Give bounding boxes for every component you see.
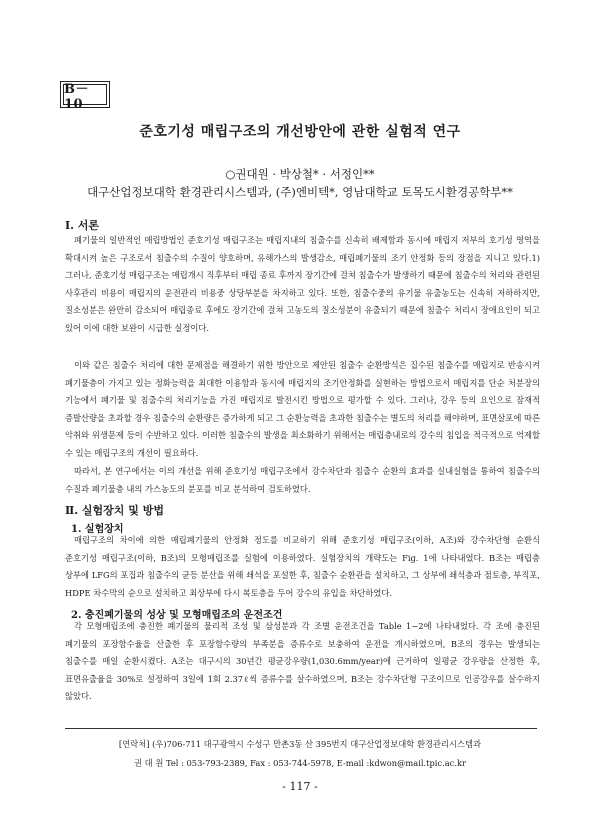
subsection-heading-apparatus: 1. 실험장치 xyxy=(71,524,124,535)
page-number: - 117 - xyxy=(282,780,318,793)
paper-title: 준호기성 매립구조의 개선방안에 관한 실험적 연구 xyxy=(139,124,461,140)
intro-paragraph-3: 따라서, 본 연구에서는 이의 개선을 위해 준호기성 매립구조에서 강수차단과 침출수 순환의 효과를 실내실험을 통하여 침출수의 수질과 폐기물층 내의 가스농도의 분포를 비교 분석하여 검토하였다. xyxy=(65,466,540,494)
session-code-label: B－10 xyxy=(63,84,107,105)
subsection-heading-conditions: 2. 충진폐기물의 성상 및 모형매립조의 운전조건 xyxy=(71,610,283,621)
footer-divider xyxy=(65,728,537,729)
methods-paragraph-1: 매립구조의 차이에 의한 매립폐기물의 안정화 정도를 비교하기 위해 준호기성 매립구조(이하, A조)와 강수차단형 순환식 준호기성 매립구조(이하, B조)의 모형매립조를 실험에 이용하였다. 실험장치의 개략도는 Fig. 1에 나타내었다. B조는 매립층 상부에 LFG의 포집과 침출수의 균등 분산을 위해 쇄석을 포설한 후, 침출수 순환관을 설치하고, 그 상부에 쇄석층과 점토층, 부직포, HDPE 차수막의 순으로 설치하고 최상부에 다시 복토층을 두어 강수의 유입을 차단하였다. xyxy=(65,535,540,598)
section-heading-introduction: Ⅰ. 서론 xyxy=(65,219,100,232)
intro-paragraph-2: 이와 같은 침출수 처리에 대한 문제점을 해결하기 위한 방안으로 제안된 침출수 순환방식은 집수된 침출수를 매립지로 반송시켜 폐기물층이 가지고 있는 정화능력을 최대한 이용함과 동시에 매립지의 조기안정화를 실현하는 방법으로서 매립지를 단순 처분장의 기능에서 폐기물 및 침출수의 처리기능을 가진 매립지로 발전시킨 방법으로 평가할 수 있다. 그러나, 강우 등의 요인으로 잠재적 증발산량을 초과할 경우 침출수의 순환량은 증가하게 되고 그 순환능력을 초과한 침출수는 별도의 처리를 해야하며, 표면살포에 따른 악취와 위생문제 등이 수반하고 있다. 이러한 침출수의 발생을 최소화하기 위해서는 매립층내로의 강수의 침입을 적극적으로 억제할 수 있는 매립구조의 개선이 필요하다. xyxy=(65,360,540,458)
session-code-badge xyxy=(60,81,110,112)
section-heading-methods: Ⅱ. 실험장치 및 방법 xyxy=(65,504,164,517)
contact-line-address: [연락처] (우)706-711 대구광역시 수성구 만촌3동 산 395번지 대구산업정보대학 환경관리시스템과 xyxy=(118,739,482,749)
affiliation-line: 대구산업정보대학 환경관리시스템과, (주)엔비텍*, 영남대학교 토목도시환경공학부** xyxy=(87,185,513,199)
methods-paragraph-2: 각 모형매립조에 충진한 폐기물의 물리적 조성 및 삼성분과 각 조별 운전조건을 Table 1~2에 나타내었다. 각 조에 충진된 폐기물의 포장함수율을 산출한 후 포장함수량의 부족분을 증류수로 보충하여 운전을 개시하였으며, B조의 경우는 발생되는 침출수를 매일 순환시켰다. A조는 대구시의 30년간 평균강우량(1,030.6mm/year)에 근거하여 일평균 강우량을 산정한 후, 표면유출율을 30%로 설정하여 3일에 1회 2.37ℓ씩 증류수를 살수하였으며, B조는 강수차단형 구조이므로 인공강우를 살수하지 않았다. xyxy=(65,621,540,701)
contact-line-phone-email: 권 대 원 Tel : 053-793-2389, Fax : 053-744-5978, E-mail :kdwon@mail.tpic.ac.kr xyxy=(134,758,466,768)
author-list: ○권대원 · 박상철* · 서정인** xyxy=(225,167,375,181)
intro-paragraph-1: 폐기물의 일반적인 매립방법인 준호기성 매립구조는 매립지내의 침출수를 신속히 배제함과 동시에 매립지 저부의 호기성 영역을 확대시켜 높은 구조로서 침출수의 수질이 양호하며, 유해가스의 발생감소, 매립폐기물의 조기 안정화 등의 장점을 지니고 있다.1) 그러나, 준호기성 매립구조는 매립개시 직후부터 매립 종료 후까지 장기간에 걸쳐 침출수가 발생하기 때문에 침출수의 처리와 관련된 사후관리 비용이 매립지의 운전관리 비용중 상당부분을 차지하고 있다. 또한, 침출수중의 유기물 유출농도는 신속히 저하하지만, 질소성분은 완만히 감소되어 매립종료 후에도 장기간에 걸쳐 고농도의 질소성분이 유출되기 때문에 침출수 처리시 장애요인이 되고 있어 이에 대한 보완이 시급한 실정이다. xyxy=(65,235,540,333)
